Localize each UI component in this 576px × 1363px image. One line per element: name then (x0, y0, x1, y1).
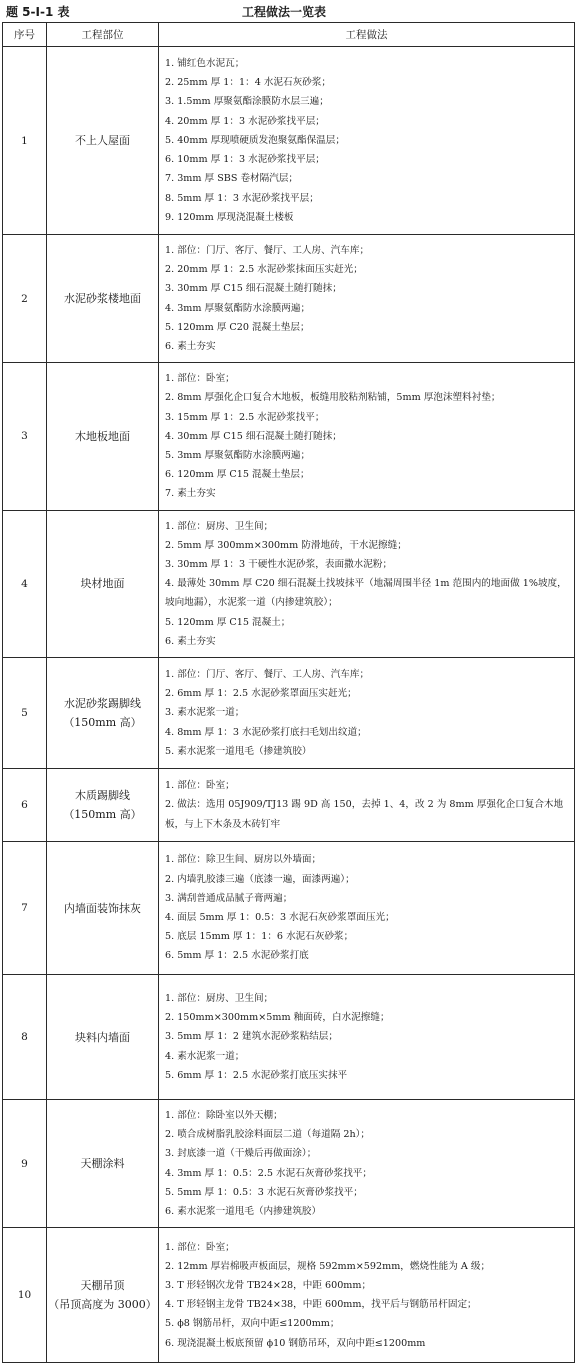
method-step: 2. 8mm 厚强化企口复合木地板，板缝用胶粘剂粘铺，5mm 厚泡沫塑料衬垫； (165, 392, 501, 404)
method-step: 5. 5mm 厚 1：0.5：3 水泥石灰膏砂浆找平； (165, 1186, 363, 1198)
part-label: 天棚涂料 (80, 1157, 125, 1171)
table-row (3, 363, 575, 510)
method-step: 5. 120mm 厚 C15 混凝土； (165, 616, 291, 628)
table-row (3, 842, 575, 975)
header-part: 工程部位 (47, 23, 159, 47)
method-step: 5. 120mm 厚 C20 混凝土垫层； (165, 321, 310, 333)
method-step: 2. 12mm 厚岩棉吸声板面层，规格 592mm×592mm，燃烧性能为 A 级； (165, 1260, 491, 1272)
method-step: 6. 素土夯实 (165, 635, 216, 647)
row-number: 1 (3, 47, 47, 235)
row-part (47, 235, 159, 363)
method-step: 4. 3mm 厚 1：0.5：2.5 水泥石灰膏砂浆找平； (165, 1167, 372, 1179)
row-method (159, 975, 575, 1100)
row-method (159, 47, 575, 235)
row-part (47, 1228, 159, 1363)
method-step: 1. 部位：卧室； (165, 373, 235, 385)
method-step: 3. 30mm 厚 1：3 干硬性水泥砂浆，表面撒水泥粉； (165, 559, 393, 571)
table-row (3, 510, 575, 657)
row-part (47, 510, 159, 657)
method-step: 5. 3mm 厚聚氨酯防水涂膜两遍； (165, 450, 311, 462)
row-number: 9 (3, 1100, 47, 1228)
method-step: 3. 素水泥浆一道； (165, 707, 245, 719)
part-label: （吊顶高度为 3000） (48, 1298, 157, 1312)
method-step: 1. 部位：卧室； (165, 780, 235, 792)
row-number: 5 (3, 658, 47, 769)
row-number: 4 (3, 510, 47, 657)
method-step: 7. 3mm 厚 SBS 卷材隔汽层； (165, 173, 299, 185)
method-step: 1. 部位：门厅、客厅、餐厅、工人房、汽车库； (165, 669, 370, 681)
part-label: 水泥砂浆楼地面 (64, 292, 141, 306)
header-no: 序号 (3, 23, 47, 47)
method-step: 4. T 形轻钢主龙骨 TB24×38，中距 600mm，找平后与钢筋吊杆固定； (165, 1299, 477, 1311)
row-part (47, 842, 159, 975)
row-number: 3 (3, 363, 47, 510)
part-label: 木地板地面 (75, 429, 130, 443)
method-step: 6. 素水泥浆一道甩毛（内掺建筑胶） (165, 1206, 322, 1218)
method-step: 2. 内墙乳胶漆三遍（底漆一遍，面漆两遍）； (165, 873, 355, 885)
method-step: 3. 15mm 厚 1：2.5 水泥砂浆找平； (165, 411, 325, 423)
table-row (3, 769, 575, 842)
method-step: 3. 满刮普通成品腻子膏两遍； (165, 892, 293, 904)
part-label: 块料内墙面 (75, 1030, 130, 1044)
method-step: 3. 5mm 厚 1：2 建筑水泥砂浆粘结层； (165, 1031, 338, 1043)
method-step: 2. 150mm×300mm×5mm 釉面砖，白水泥擦缝； (165, 1012, 390, 1024)
method-step: 1. 部位：除卫生间、厨房以外墙面； (165, 854, 322, 866)
method-step: 4. 30mm 厚 C15 细石混凝土随打随抹； (165, 430, 342, 442)
method-step: 6. 10mm 厚 1：3 水泥砂浆找平层； (165, 154, 325, 166)
part-label: （150mm 高） (63, 716, 142, 730)
method-step: 4. 3mm 厚聚氨酯防水涂膜两遍； (165, 302, 311, 314)
row-part (47, 975, 159, 1100)
part-label: 块材地面 (80, 577, 125, 591)
row-number: 2 (3, 235, 47, 363)
row-number: 6 (3, 769, 47, 842)
method-step: 8. 5mm 厚 1：3 水泥砂浆找平层； (165, 192, 319, 204)
row-method (159, 658, 575, 769)
method-step: 2. 25mm 厚 1：1：4 水泥石灰砂浆； (165, 77, 332, 89)
method-step: 1. 部位：卧室； (165, 1241, 235, 1253)
method-step: 3. 封底漆一道（干燥后再做面涂）； (165, 1148, 317, 1160)
method-step: 4. 20mm 厚 1：3 水泥砂浆找平层； (165, 115, 325, 127)
method-step: 6. 5mm 厚 1：2.5 水泥砂浆打底 (165, 950, 309, 962)
row-method (159, 235, 575, 363)
row-part (47, 1100, 159, 1228)
row-method (159, 363, 575, 510)
table-row (3, 1100, 575, 1228)
construction-method-table (2, 22, 575, 1363)
header-method: 工程做法 (159, 23, 575, 47)
method-step: 6. 现浇混凝土板底预留 ϕ10 钢筋吊环，双向中距≤1200mm (165, 1337, 426, 1349)
table-number: 题 5-Ⅰ-1 表 (6, 5, 70, 19)
method-step: 9. 120mm 厚现浇混凝土楼板 (165, 211, 294, 223)
table-row (3, 47, 575, 235)
method-step: 5. 底层 15mm 厚 1：1：6 水泥石灰砂浆； (165, 931, 354, 943)
row-part (47, 658, 159, 769)
method-step: 1. 部位：厨房、卫生间； (165, 993, 274, 1005)
method-step: 7. 素土夯实 (165, 488, 216, 500)
method-step: 4. 素水泥浆一道； (165, 1050, 245, 1062)
method-step: 1. 铺红色水泥瓦； (165, 58, 245, 70)
method-step: 2. 喷合成树脂乳胶涂料面层二道（每道隔 2h）； (165, 1129, 371, 1141)
table-row (3, 975, 575, 1100)
part-label: 内墙面装饰抹灰 (64, 901, 141, 915)
method-step: 3. 1.5mm 厚聚氨酯涂膜防水层三遍； (165, 96, 329, 108)
row-method (159, 510, 575, 657)
row-method (159, 1100, 575, 1228)
method-step: 1. 部位：门厅、客厅、餐厅、工人房、汽车库； (165, 245, 370, 256)
row-method (159, 769, 575, 842)
row-number: 7 (3, 842, 47, 975)
row-part (47, 47, 159, 235)
method-step: 1. 部位：除卧室以外天棚； (165, 1110, 283, 1122)
method-step: 6. 素土夯实 (165, 341, 216, 353)
method-step: 4. 8mm 厚 1：3 水泥砂浆打底扫毛划出纹道； (165, 726, 367, 738)
row-part (47, 363, 159, 510)
method-step: 5. 素水泥浆一道甩毛（掺建筑胶） (165, 745, 312, 757)
row-number: 10 (3, 1228, 47, 1363)
method-step: 5. 6mm 厚 1：2.5 水泥砂浆打底压实抹平 (165, 1069, 348, 1081)
table-caption (0, 0, 576, 22)
method-step: 4. 最薄处 30mm 厚 C20 细石混凝土找坡抹平（地漏周围半径 1m 范围内的地面做 1%坡度，坡向地漏），水泥浆一道（内掺建筑胶）； (165, 578, 567, 609)
table-header-row (3, 23, 575, 47)
row-number: 8 (3, 975, 47, 1100)
table-row (3, 1228, 575, 1363)
method-step: 2. 做法：选用 05J909/TJ13 踢 9D 高 150，去掉 1、4，改 2 为 8mm 厚强化企口复合木地板，与上下木条及木砖钉牢 (165, 799, 564, 830)
part-label: （150mm 高） (63, 808, 142, 822)
method-step: 3. 30mm 厚 C15 细石混凝土随打随抹； (165, 283, 342, 295)
method-step: 5. 40mm 厚现喷硬质发泡聚氨酯保温层； (165, 134, 345, 146)
part-label: 不上人屋面 (75, 134, 130, 147)
method-step: 2. 20mm 厚 1：2.5 水泥砂浆抹面压实赶光； (165, 264, 363, 276)
table-row (3, 235, 575, 363)
row-method (159, 842, 575, 975)
method-step: 2. 6mm 厚 1：2.5 水泥砂浆罩面压实赶光； (165, 688, 357, 700)
method-step: 6. 120mm 厚 C15 混凝土垫层； (165, 469, 310, 481)
method-step: 5. ϕ8 钢筋吊杆，双向中距≤1200mm； (165, 1318, 340, 1330)
method-step: 3. T 形轻钢次龙骨 TB24×28，中距 600mm； (165, 1280, 372, 1292)
row-method (159, 1228, 575, 1363)
method-step: 2. 5mm 厚 300mm×300mm 防滑地砖，干水泥擦缝； (165, 539, 407, 551)
table-row (3, 658, 575, 769)
part-label: 木质踢脚线 (75, 789, 130, 803)
method-step: 4. 面层 5mm 厚 1：0.5：3 水泥石灰砂浆罩面压光； (165, 912, 395, 924)
row-part (47, 769, 159, 842)
method-step: 1. 部位：厨房、卫生间； (165, 520, 274, 532)
part-label: 天棚吊顶 (80, 1279, 125, 1293)
table-title: 工程做法一览表 (242, 5, 327, 19)
part-label: 水泥砂浆踢脚线 (64, 697, 141, 711)
